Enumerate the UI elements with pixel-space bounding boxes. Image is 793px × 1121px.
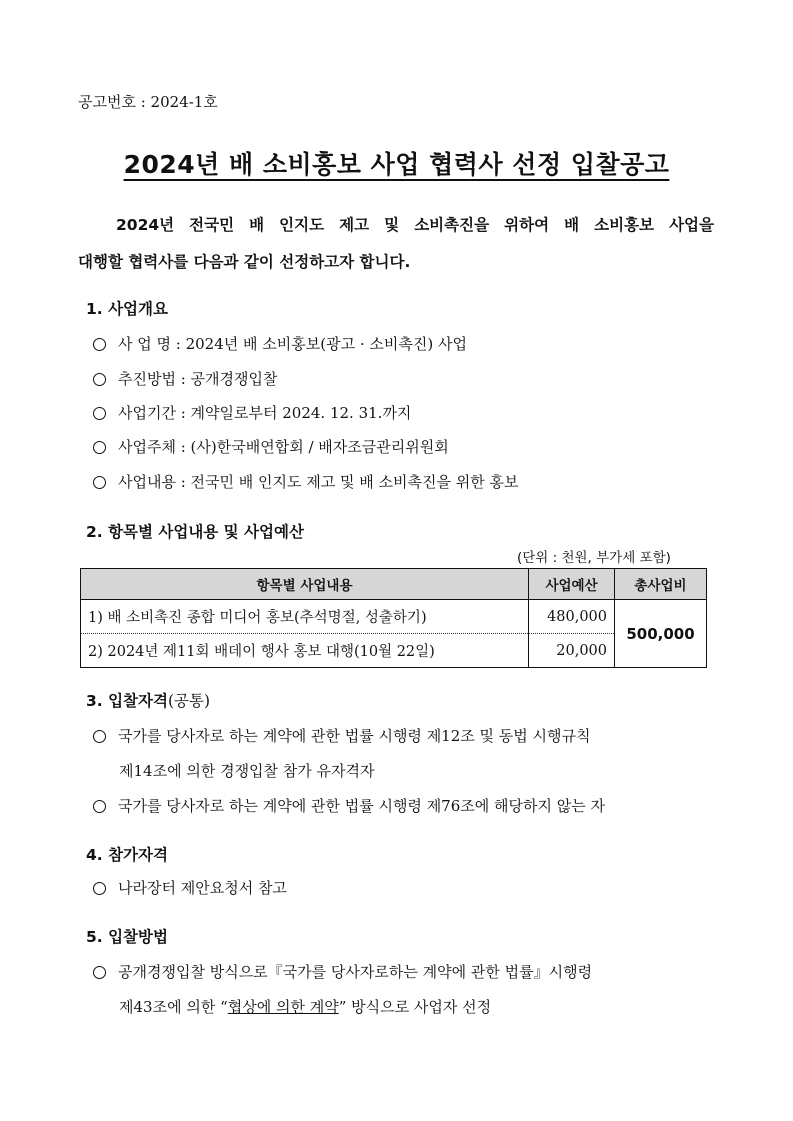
- list-item-continued: 제14조에 의한 경쟁입찰 참가 유자격자: [119, 762, 375, 780]
- table-cell: 20,000: [529, 634, 615, 668]
- section-4-heading: 4. 참가자격: [86, 846, 168, 864]
- circle-bullet-icon: [93, 476, 106, 489]
- budget-table: [80, 568, 707, 668]
- list-item: 추진방법 : 공개경쟁입찰: [93, 368, 278, 389]
- table-row: [81, 634, 707, 668]
- circle-bullet-icon: [93, 373, 106, 386]
- table-header: 총사업비: [615, 569, 707, 600]
- circle-bullet-icon: [93, 966, 106, 979]
- section-5-heading: 5. 입찰방법: [86, 928, 168, 946]
- section-3-heading: 3. 입찰자격(공통): [86, 692, 211, 710]
- circle-bullet-icon: [93, 730, 106, 743]
- unit-note: (단위 : 천원, 부가세 포함): [517, 550, 671, 566]
- circle-bullet-icon: [93, 441, 106, 454]
- table-cell: 2) 2024년 제11회 배데이 행사 홍보 대행(10월 22일): [81, 634, 529, 668]
- section-1-heading: 1. 사업개요: [86, 300, 168, 318]
- notice-number: 공고번호 : 2024-1호: [78, 93, 218, 111]
- circle-bullet-icon: [93, 407, 106, 420]
- list-item: 사업내용 : 전국민 배 인지도 제고 및 배 소비촉진을 위한 홍보: [93, 471, 519, 492]
- page-title: 2024년 배 소비홍보 사업 협력사 선정 입찰공고: [123, 150, 670, 179]
- list-item: 국가를 당사자로 하는 계약에 관한 법률 시행령 제76조에 해당하지 않는 자: [93, 795, 605, 816]
- table-header: 사업예산: [529, 569, 615, 600]
- list-item-continued: 제43조에 의한 “협상에 의한 계약” 방식으로 사업자 선정: [119, 998, 492, 1016]
- section-2-heading: 2. 항목별 사업내용 및 사업예산: [86, 523, 304, 541]
- table-header: 항목별 사업내용: [81, 569, 529, 600]
- underlined-phrase: 협상에 의한 계약: [227, 998, 339, 1016]
- list-item: 나라장터 제안요청서 참고: [93, 877, 287, 898]
- table-cell: 480,000: [529, 600, 615, 634]
- table-cell: 1) 배 소비촉진 종합 미디어 홍보(추석명절, 성출하기): [81, 600, 529, 634]
- intro-line-2: 대행할 협력사를 다음과 같이 선정하고자 합니다.: [78, 253, 411, 271]
- list-item: 사업주체 : (사)한국배연합회 / 배자조금관리위원회: [93, 436, 449, 457]
- list-item: 국가를 당사자로 하는 계약에 관한 법률 시행령 제12조 및 동법 시행규칙: [93, 725, 591, 746]
- circle-bullet-icon: [93, 800, 106, 813]
- total-cost: 500,000: [615, 600, 707, 668]
- list-item: 사 업 명 : 2024년 배 소비홍보(광고 · 소비촉진) 사업: [93, 333, 467, 354]
- list-item: 공개경쟁입찰 방식으로『국가를 당사자로하는 계약에 관한 법률』시행령: [93, 961, 592, 982]
- intro-line-1: 2024년 전국민 배 인지도 제고 및 소비촉진을 위하여 배 소비홍보 사업을: [116, 216, 714, 234]
- circle-bullet-icon: [93, 882, 106, 895]
- table-row: [81, 600, 707, 634]
- list-item: 사업기간 : 계약일로부터 2024. 12. 31.까지: [93, 402, 411, 423]
- circle-bullet-icon: [93, 338, 106, 351]
